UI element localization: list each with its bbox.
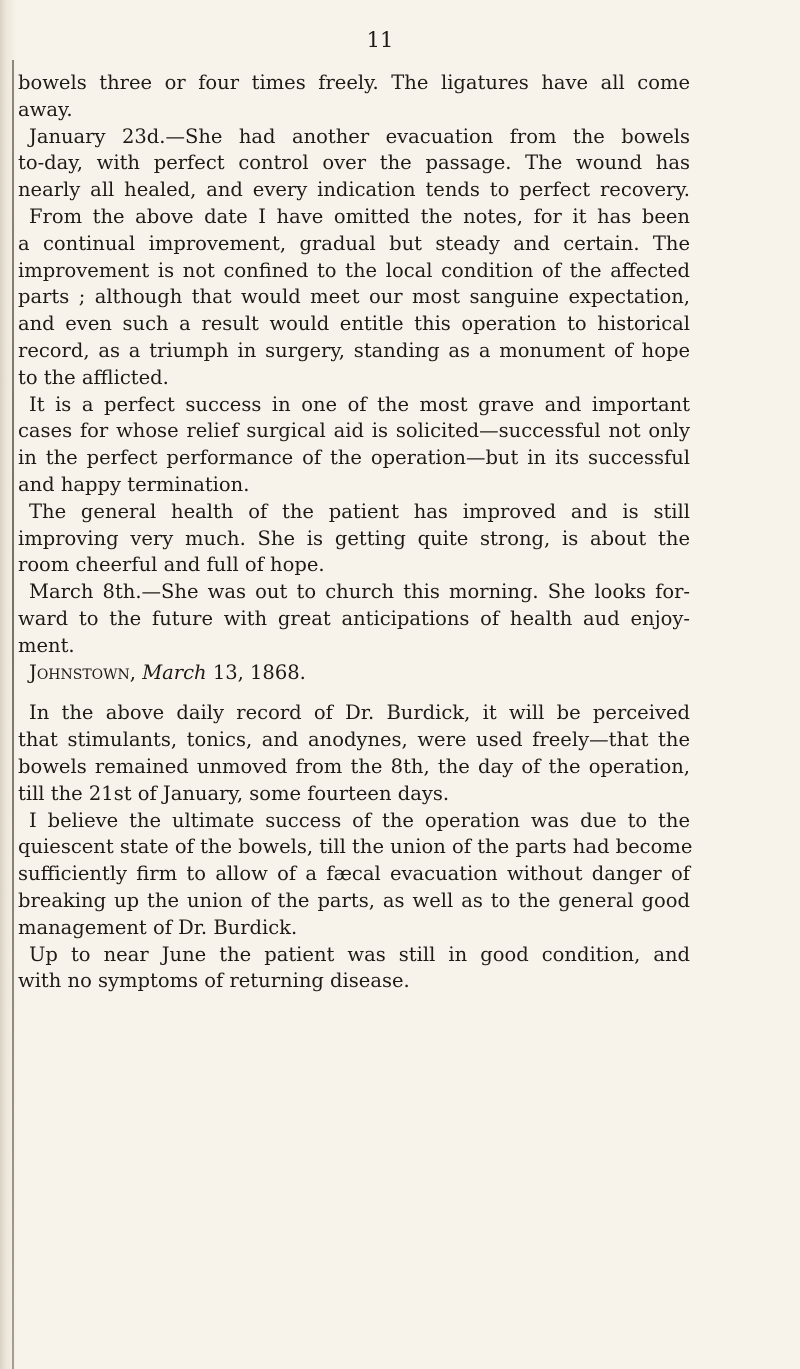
signature-place: Johnstown, (29, 660, 136, 684)
text-line: nearly all healed, and every indication tends to perfect recovery. (18, 178, 690, 202)
signature-month: March (142, 660, 207, 684)
text-line: March 8th.—She was out to church this morning. She looks for- (29, 580, 690, 604)
text-line: ward to the future with great anticipations of health aud enjoy- (18, 606, 690, 630)
text-line: breaking up the union of the parts, as well as to the general good (18, 888, 690, 912)
text-line: parts ; although that would meet our most sanguine expectation, (18, 285, 690, 309)
text-line: bowels three or four times freely. The ligatures have all come (18, 71, 690, 94)
signature-line (18, 660, 690, 687)
text-line: with no symptoms of returning disease. (18, 969, 410, 993)
text-line: a continual improvement, gradual but steady and certain. The (18, 231, 690, 255)
signature-date: 13, 1868. (212, 660, 306, 684)
page-body (18, 70, 693, 995)
text-line: improvement is not confined to the local condition of the affected (18, 258, 690, 282)
text-line: I believe the ultimate success of the operation was due to the (29, 808, 690, 832)
text-line: bowels remained unmoved from the 8th, the day of the operation, (18, 754, 690, 778)
text-line: room cheerful and full of hope. (18, 553, 325, 577)
text-line: cases for whose relief surgical aid is solicited—successful not only (18, 419, 690, 443)
text-line: management of Dr. Burdick. (18, 915, 298, 939)
text-line: to the afflicted. (18, 365, 169, 389)
text-line: From the above date I have omitted the notes, for it has been (29, 204, 690, 228)
text-line: improving very much. She is getting quite strong, is about the (18, 526, 690, 550)
text-line: ment. (18, 633, 75, 657)
section-gap (18, 686, 690, 700)
text-line: and happy termination. (18, 472, 250, 496)
text-line: It is a perfect success in one of the most grave and important (29, 392, 690, 416)
text-line: In the above daily record of Dr. Burdick, it will be perceived (29, 701, 690, 725)
text-line: Up to near June the patient was still in good condition, and (29, 942, 690, 966)
text-line: record, as a triumph in surgery, standing as a monument of hope (18, 338, 690, 362)
text-line: in the perfect performance of the operation—but in its successful (18, 446, 690, 470)
text-line: to-day, with perfect control over the passage. The wound has (18, 151, 690, 175)
text-line: quiescent state of the bowels, till the union of the parts had become (18, 835, 693, 859)
text-line: that stimulants, tonics, and anodynes, were used freely—that the (18, 728, 690, 752)
text-line: till the 21st of January, some fourteen days. (18, 781, 450, 805)
text-line: The general health of the patient has improved and is still (29, 499, 690, 523)
binding-edge-line (12, 60, 14, 1369)
page-number: 11 (366, 28, 394, 52)
text-line: away. (18, 97, 73, 121)
text-line: and even such a result would entitle this operation to historical (18, 312, 690, 336)
text-line: sufficiently firm to allow of a fæcal evacuation without danger of (18, 862, 690, 886)
text-line: January 23d.—She had another evacuation from the bowels (29, 124, 690, 148)
